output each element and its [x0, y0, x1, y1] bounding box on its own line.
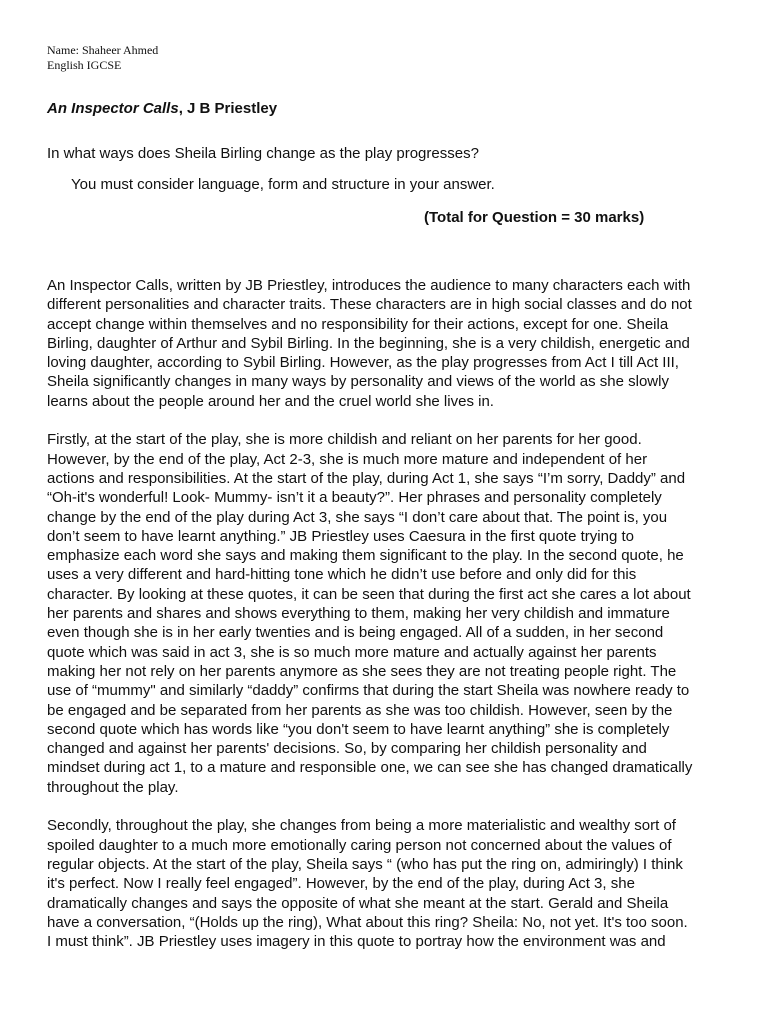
essay-line: Birling, daughter of Arthur and Sybil Birling. In the beginning, she is a very childish, energetic and — [47, 334, 690, 352]
essay-line: use of “mummy" and similarly “daddy” confirms that during the start Sheila was nowhere ready to — [47, 682, 690, 700]
essay-line: learns about the people around her and the cruel world she lives in. — [47, 392, 494, 410]
essay-line: change by the end of the play during Act 3, she says “I don’t care about that. The point is, you — [47, 508, 668, 526]
essay-line: I must think”. JB Priestley uses imagery in this quote to portray how the environment was and — [47, 933, 666, 951]
essay-line: her parents and shares and shows everything to them, making her very childish and immature — [47, 605, 670, 623]
total-marks: (Total for Question = 30 marks) — [424, 209, 645, 226]
essay-line: be engaged and be separated from her parents as she was too childish. However, seen by the — [47, 701, 673, 719]
essay-paragraph — [47, 430, 747, 797]
essay-line: “Oh-it's wonderful! Look- Mummy- isn’t it a beauty?”. Her phrases and personality completely — [47, 489, 662, 507]
student-name: Name: Shaheer Ahmed — [47, 43, 159, 57]
essay-line: second quote which has words like “you don't seem to have learnt anything” she is completely — [47, 720, 670, 738]
essay-body — [47, 276, 747, 971]
essay-paragraph — [47, 816, 747, 951]
subject-label: English IGCSE — [47, 58, 122, 72]
essay-line: Firstly, at the start of the play, she is more childish and reliant on her parents for her good. — [47, 431, 642, 449]
essay-line: quote which was said in act 3, she is so much more mature and actually against her parents — [47, 643, 657, 661]
essay-line: However, by the end of the play, Act 2-3, she is much more mature and independent of her — [47, 450, 648, 468]
play-title: An Inspector Calls — [47, 100, 179, 117]
essay-line: making her not rely on her parents anymore as she sees they are not treating people right. The — [47, 662, 677, 680]
essay-line: accept change within themselves and no responsibility for their actions, except for one. Sheila — [47, 315, 669, 333]
essay-line: spoiled daughter to a much more emotionally caring person not concerned about the values of — [47, 836, 672, 854]
essay-line: mindset during act 1, to a mature and responsible one, we can see she has changed dramatically — [47, 759, 693, 777]
author-name: , J B Priestley — [178, 100, 278, 117]
essay-line: throughout the play. — [47, 778, 179, 796]
essay-line: dramatically changes and says the opposite of what she meant at the start. Gerald and Sheila — [47, 894, 669, 912]
essay-line: loving daughter, according to Sybil Birling. However, as the play progresses from Act I till Act III, — [47, 354, 679, 372]
essay-paragraph — [47, 276, 747, 411]
essay-line: An Inspector Calls, written by JB Priestley, introduces the audience to many characters each with — [47, 277, 691, 294]
essay-line: actions and responsibilities. At the start of the play, during Act 1, she says “I’m sorry, Daddy” and — [47, 469, 686, 487]
essay-line: Secondly, throughout the play, she changes from being a more materialistic and wealthy sort of — [47, 817, 676, 835]
essay-line: uses a very different and hard-hitting tone which he didn’t use before and only did for this — [47, 566, 637, 584]
essay-line: it's perfect. Now I really feel engaged”. However, by the end of the play, during Act 3, she — [47, 875, 635, 893]
essay-title — [47, 99, 277, 119]
essay-line: have a conversation, “(Holds up the ring), What about this ring? Sheila: No, not yet. It's too soon. — [47, 913, 688, 931]
essay-line: character. By looking at these quotes, it can be seen that during the first act she cares a lot about — [47, 585, 691, 603]
essay-line: Sheila significantly changes in many ways by personality and views of the world as she slowly — [47, 373, 669, 391]
essay-line: even though she is in her early twenties and is being engaged. All of a sudden, in her second — [47, 624, 664, 642]
essay-line: regular objects. At the start of the play, Sheila says “ (who has put the ring on, admiringly) I think — [47, 855, 683, 873]
question-prompt: In what ways does Sheila Birling change as the play progresses? — [47, 145, 479, 162]
essay-line: different personalities and character traits. These characters are in high social classes and do not — [47, 296, 692, 314]
question-instruction: You must consider language, form and structure in your answer. — [71, 176, 495, 193]
essay-line: changed and against her parents' decisions. So, by comparing her childish personality and — [47, 740, 647, 758]
essay-line: don’t seem to have learnt anything.” JB Priestley uses Caesura in the first quote trying to — [47, 527, 634, 545]
essay-line: emphasize each word she says and making them significant to the play. In the second quote, he — [47, 547, 684, 565]
